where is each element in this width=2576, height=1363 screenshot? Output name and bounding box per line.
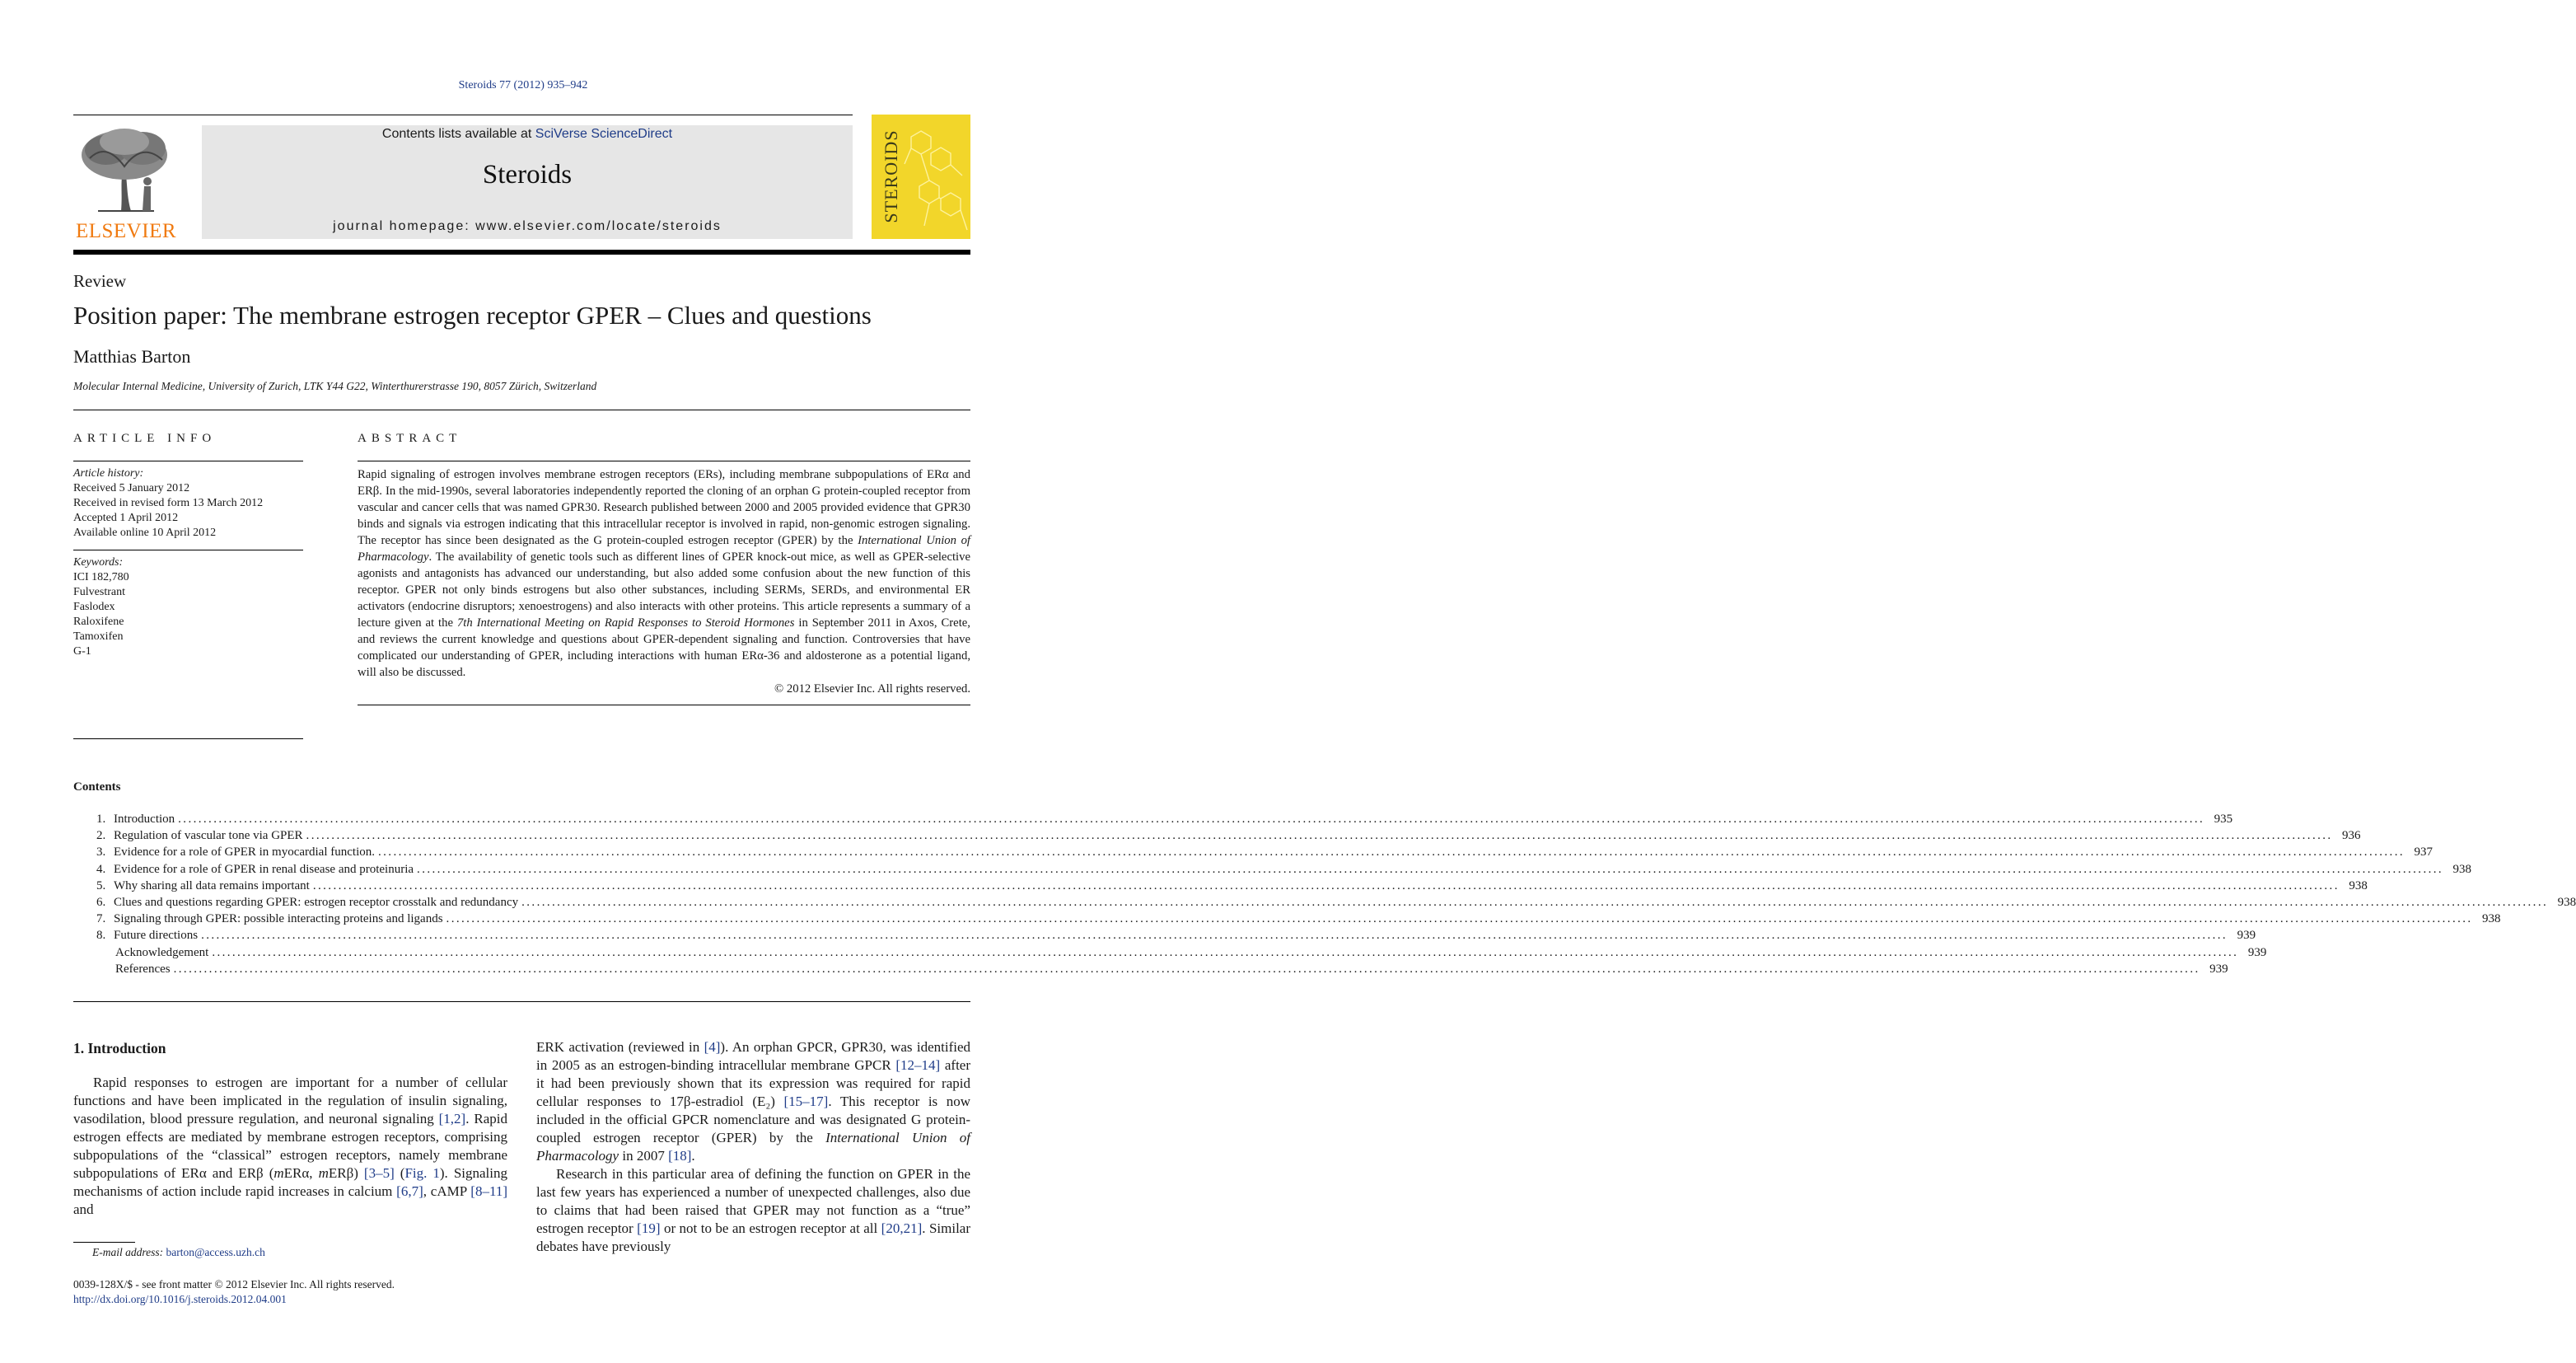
text-segment: Rapid responses to estrogen are important for a number of cellular functions and have been implicated in the regulation of insulin signaling, vasodilation, blood pressure regulation, and neuronal signaling: [73, 1075, 507, 1126]
toc-page-number: 937: [2414, 845, 2433, 859]
elsevier-tree-icon: [73, 125, 179, 214]
toc-number: 1.: [96, 813, 106, 826]
abstract-heading: ABSTRACT: [358, 432, 462, 445]
text-segment: International Union of Pharmacology: [536, 1130, 970, 1164]
correspondence-footnote: [92, 1246, 265, 1259]
elsevier-logo: [73, 125, 179, 241]
toc-number-cell: [73, 896, 113, 910]
journal-banner: [202, 125, 853, 239]
table-of-contents: [73, 813, 2576, 979]
keyword: G-1: [73, 645, 91, 658]
toc-number: 8.: [96, 929, 106, 943]
text-segment: m: [318, 1165, 329, 1181]
header-thick-rule: [73, 250, 970, 255]
keyword: ICI 182,780: [73, 571, 129, 583]
introduction-right-column: [536, 1038, 970, 1256]
toc-leader-dots: ................................................................................................................................................................................................................................................................................................................................................................................................................: [212, 945, 2239, 959]
toc-leader-dots: ................................................................................................................................................................................................................................................................................................................................................................................................................: [201, 929, 2228, 943]
introduction-heading: 1. Introduction: [73, 1040, 166, 1056]
toc-number: 4.: [96, 862, 106, 876]
reference-link[interactable]: [3–5]: [363, 1165, 395, 1181]
toc-title[interactable]: Regulation of vascular tone via GPER: [114, 829, 303, 843]
toc-entry[interactable]: [73, 813, 2233, 829]
toc-title[interactable]: Introduction: [114, 813, 175, 826]
sciencedirect-link[interactable]: SciVerse ScienceDirect: [535, 127, 673, 141]
toc-number: 3.: [96, 845, 106, 859]
toc-entry[interactable]: [73, 878, 2368, 896]
reference-link[interactable]: [18]: [668, 1148, 692, 1164]
author-name[interactable]: Matthias Barton: [73, 346, 191, 367]
text-segment: ERK activation (reviewed in: [536, 1039, 704, 1055]
text-segment: ). Signaling mechanisms of action include rapid increases in calcium: [73, 1165, 507, 1199]
journal-title: Steroids: [482, 160, 573, 190]
toc-title[interactable]: Future directions: [114, 929, 199, 943]
toc-title[interactable]: References: [115, 962, 171, 976]
toc-entry[interactable]: [73, 962, 2228, 979]
contents-rule: [73, 1001, 970, 1002]
article-title: Position paper: The membrane estrogen receptor GPER – Clues and questions: [73, 301, 872, 330]
toc-page-number: 939: [2209, 962, 2228, 976]
history-item: Accepted 1 April 2012: [73, 512, 179, 524]
introduction-paragraph: [536, 1038, 970, 1165]
reference-link[interactable]: [19]: [637, 1220, 661, 1236]
author-affiliation: Molecular Internal Medicine, University of Zurich, LTK Y44 G22, Winterthurerstrasse 190, 8057 Zürich, Switzerland: [73, 380, 597, 392]
reference-link[interactable]: [12–14]: [895, 1057, 941, 1073]
toc-entry[interactable]: [73, 845, 2433, 862]
toc-leader-dots: ................................................................................................................................................................................................................................................................................................................................................................................................................: [378, 845, 2405, 859]
toc-page-number: 939: [2237, 929, 2256, 943]
text-segment: (: [394, 1165, 405, 1181]
abstract-text-part: in September 2011 in Axos, Crete, and reviews the current knowledge and questions about GPER-dependent signaling and function. Controversies that have complicated our understanding of GPER, including interactions with human ERα-36 and aldosterone as a potential ligand, will also be discussed.: [358, 616, 970, 679]
toc-number-cell: [73, 912, 113, 926]
toc-number-cell: [73, 863, 113, 877]
abstract-text: [358, 466, 970, 681]
toc-page-number: 939: [2247, 945, 2267, 959]
front-matter-line: 0039-128X/$ - see front matter © 2012 Elsevier Inc. All rights reserved.: [73, 1278, 395, 1290]
toc-leader-dots: ................................................................................................................................................................................................................................................................................................................................................................................................................: [173, 962, 2200, 976]
footnote-rule: [73, 1242, 135, 1243]
reference-link[interactable]: [4]: [704, 1039, 721, 1055]
toc-number-cell: [73, 963, 113, 977]
abstract-italic: International Union of Pharmacology: [358, 534, 971, 564]
doi-link[interactable]: http://dx.doi.org/10.1016/j.steroids.2012.04.001: [73, 1293, 287, 1305]
toc-page-number: 938: [2482, 912, 2501, 926]
text-segment: in 2007: [619, 1148, 669, 1164]
article-info-panel: [73, 461, 303, 739]
introduction-left-column: [73, 1074, 507, 1219]
text-segment: and: [73, 1201, 94, 1217]
toc-title[interactable]: Evidence for a role of GPER in renal disease and proteinuria: [114, 862, 414, 876]
toc-page-number: 936: [2342, 829, 2361, 843]
toc-number: 2.: [96, 829, 106, 843]
reference-link[interactable]: [6,7]: [396, 1183, 423, 1199]
toc-title[interactable]: Acknowledgement: [115, 945, 209, 959]
toc-number-cell: [73, 813, 113, 827]
text-segment: . Similar debates have previously: [536, 1220, 970, 1254]
keyword: Fulvestrant: [73, 586, 125, 598]
introduction-paragraph: [536, 1165, 970, 1256]
cover-title: STEROIDS: [881, 129, 901, 223]
reference-link[interactable]: [8–11]: [470, 1183, 507, 1199]
text-segment: ERα,: [283, 1165, 319, 1181]
toc-number: 6.: [96, 895, 106, 909]
toc-leader-dots: ................................................................................................................................................................................................................................................................................................................................................................................................................: [521, 895, 2549, 909]
toc-leader-dots: ................................................................................................................................................................................................................................................................................................................................................................................................................: [306, 829, 2333, 843]
abstract-text-part: . The availability of genetic tools such as different lines of GPER knock-out mice, as well as GPER-selective agonists and antagonists has advanced our understanding, but also added some confusion about the new function of this receptor. GPER not only binds estrogens but also other substances, including SERMs, SERDs, and environmental ER activators (endocrine disruptors; xenoestrogens) and also interacts with other proteins. This article represents a summary of a lecture given at the: [358, 550, 970, 630]
toc-leader-dots: ................................................................................................................................................................................................................................................................................................................................................................................................................: [417, 862, 2444, 876]
toc-title[interactable]: Clues and questions regarding GPER: estrogen receptor crosstalk and redundancy: [114, 895, 519, 909]
text-segment: m: [273, 1165, 284, 1181]
toc-page-number: 935: [2214, 813, 2233, 826]
abstract-text-part: Rapid signaling of estrogen involves membrane estrogen receptors (ERs), including membrane subpopulations of ERα and ERβ. In the mid-1990s, several laboratories independently reported the cloning of an orphan G protein-coupled receptor from vascular and cancer cells that was named GPR30. Research published between 2000 and 2005 provided evidence that GPR30 binds and signals via estrogen indicating that this intracellular receptor is involved in rapid, non-genomic estrogen signaling. The receptor has since been designated as the G protein-coupled estrogen receptor (GPER) by the: [358, 468, 970, 547]
history-label: Article history:: [73, 467, 144, 480]
toc-leader-dots: ................................................................................................................................................................................................................................................................................................................................................................................................................: [446, 912, 2473, 926]
history-item: Received in revised form 13 March 2012: [73, 497, 264, 509]
text-segment: .: [691, 1148, 695, 1164]
text-segment: after it had been previously shown that its expression was required for rapid cellular responses to 17β-estradiol (E₂): [536, 1057, 971, 1109]
toc-page-number: 938: [2557, 895, 2576, 909]
text-segment: , cAMP: [423, 1183, 471, 1199]
elsevier-wordmark: ELSEVIER: [75, 220, 177, 242]
history-item: Available online 10 April 2012: [73, 527, 217, 539]
abstract-copyright: © 2012 Elsevier Inc. All rights reserved.: [774, 682, 970, 696]
toc-number-cell: [73, 946, 113, 960]
toc-title[interactable]: Why sharing all data remains important: [114, 878, 310, 892]
page-footer: [73, 1277, 395, 1307]
contents-prefix: Contents lists available at: [381, 127, 532, 141]
keywords-label: Keywords:: [73, 556, 124, 569]
reference-link[interactable]: [1,2]: [438, 1111, 466, 1126]
contents-availability: [202, 127, 853, 142]
journal-homepage[interactable]: journal homepage: www.elsevier.com/locate/steroids: [333, 219, 722, 233]
text-segment: or not to be an estrogen receptor at all: [660, 1220, 881, 1236]
reference-link[interactable]: [20,21]: [881, 1220, 923, 1236]
toc-number-cell: [73, 829, 113, 843]
toc-title[interactable]: Signaling through GPER: possible interacting proteins and ligands: [114, 912, 443, 926]
toc-page-number: 938: [2349, 878, 2368, 892]
toc-leader-dots: ................................................................................................................................................................................................................................................................................................................................................................................................................: [312, 878, 2340, 892]
journal-citation[interactable]: Steroids 77 (2012) 935–942: [458, 79, 588, 91]
keyword: Tamoxifen: [73, 630, 124, 643]
email-label: E-mail address:: [92, 1246, 164, 1258]
info-bottom-rule: [73, 738, 303, 739]
toc-leader-dots: ................................................................................................................................................................................................................................................................................................................................................................................................................: [178, 813, 2205, 826]
text-segment: . Rapid estrogen effects are mediated by membrane estrogen receptors, comprising subpopulations of the “classical” estrogen receptors, namely membrane subpopulations of ERα and ERβ (: [73, 1111, 507, 1181]
article-type: Review: [73, 271, 127, 291]
reference-link[interactable]: Fig. 1: [404, 1165, 440, 1181]
toc-entry[interactable]: [73, 895, 2576, 912]
history-item: Received 5 January 2012: [73, 482, 190, 494]
toc-entry[interactable]: [73, 912, 2501, 929]
toc-entry[interactable]: [73, 829, 2361, 845]
journal-cover: [872, 115, 970, 239]
abstract-italic: 7th International Meeting on Rapid Responses to Steroid Hormones: [456, 616, 795, 630]
toc-entry[interactable]: [73, 945, 2267, 963]
keyword: Raloxifene: [73, 616, 124, 628]
email-link[interactable]: barton@access.uzh.ch: [166, 1246, 265, 1258]
keyword: Faslodex: [73, 601, 115, 613]
text-segment: . This receptor is now included in the official GPCR nomenclature and was designated G protein-coupled estrogen receptor (GPER) by the: [536, 1094, 970, 1145]
abstract-panel: [358, 461, 970, 705]
text-segment: ). An orphan GPCR, GPR30, was identified in 2005 as an estrogen-binding intracellular membrane GPCR: [536, 1039, 970, 1073]
contents-heading: Contents: [73, 780, 121, 794]
toc-number-cell: [73, 845, 113, 859]
reference-link[interactable]: [15–17]: [783, 1094, 829, 1109]
toc-number: 7.: [96, 912, 106, 926]
toc-entry[interactable]: [73, 929, 2256, 945]
toc-number-cell: [73, 879, 113, 893]
toc-number: 5.: [96, 878, 106, 892]
toc-entry[interactable]: [73, 862, 2472, 879]
article-info-heading: ARTICLE INFO: [73, 432, 217, 445]
toc-page-number: 938: [2452, 862, 2472, 876]
toc-number-cell: [73, 929, 113, 943]
text-segment: ERβ): [328, 1165, 364, 1181]
toc-title[interactable]: Evidence for a role of GPER in myocardial function.: [114, 845, 375, 859]
text-segment: Research in this particular area of defining the function on GPER in the last few years has experienced a number of unexpected challenges, also due to claims that had been raised that GPER may not function as a “true” estrogen receptor: [536, 1166, 970, 1236]
